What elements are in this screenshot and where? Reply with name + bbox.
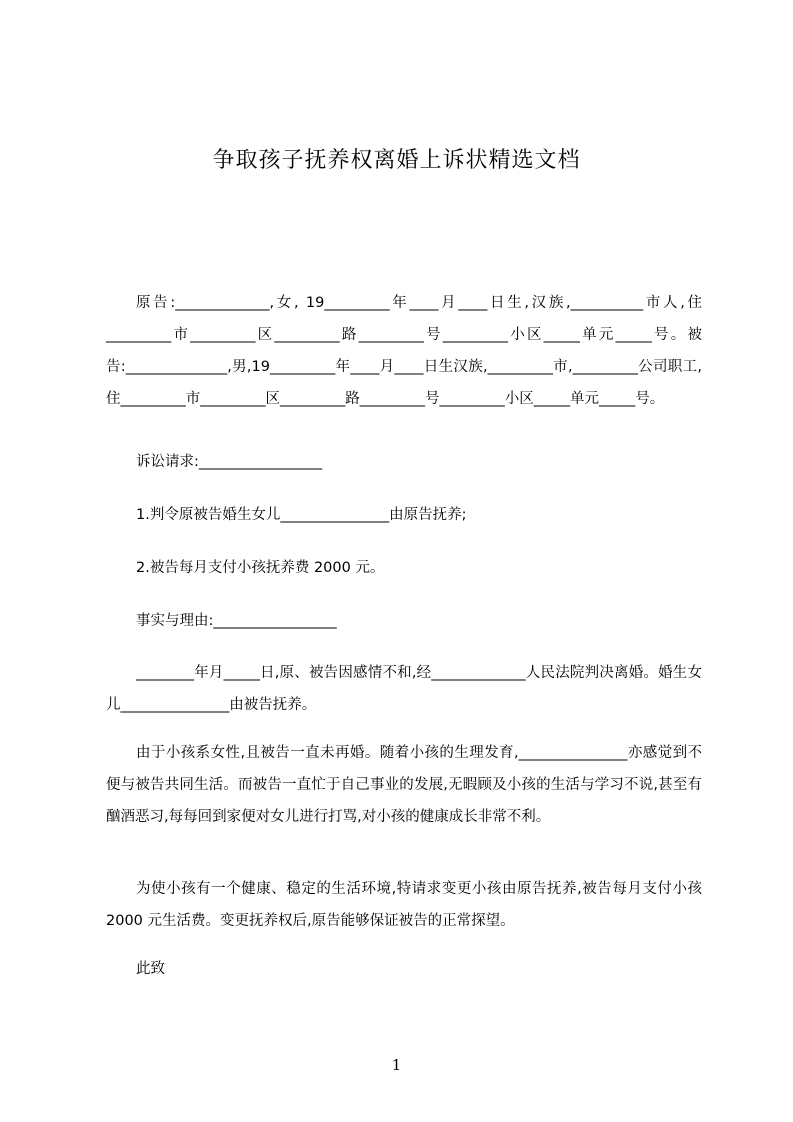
claim-item-1: 1.判令原被告婚生女儿_______________由原告抚养; — [136, 507, 467, 523]
facts-paragraph-2: 由于小孩系女性,且被告一直未再婚。随着小孩的生理发育,_______________亦感觉到不便与被告共同生活。而被告一直忙于自己事业的发展,无暇顾及小孩的生活与学习不说,甚至有酗酒恶习,每每回到家便对女儿进行打骂,对小孩的健康成长非常不利。 — [106, 745, 702, 825]
claims-heading: 诉讼请求:_________________ — [136, 454, 323, 470]
page-number: 1 — [391, 1056, 402, 1074]
facts-paragraph-1: ________年月_____日,原、被告因感情不和,经_____________人民法院判决离婚。婚生女儿_______________由被告抚养。 — [106, 665, 702, 713]
parties-paragraph: 原告:_____________,女, 19_________年____月____日生,汉族,__________市人,住_________市_________区_________路_________号_________小区_____单元_____号。被告:______________,男,19_________年____月____日生汉族,_________市,_________公司职工,住_________市_________区_________路_________号_________小区_____单元_____号。 — [106, 295, 702, 407]
closing-text: 此致 — [136, 961, 165, 977]
claim-item-2: 2.被告每月支付小孩抚养费 2000 元。 — [136, 560, 385, 576]
facts-paragraph-3: 为使小孩有一个健康、稳定的生活环境,特请求变更小孩由原告抚养,被告每月支付小孩 2000 元生活费。变更抚养权后,原告能够保证被告的正常探望。 — [106, 881, 702, 929]
facts-heading: 事实与理由:_________________ — [136, 613, 337, 629]
document-title: 争取孩子抚养权离婚上诉状精选文档 — [212, 148, 581, 173]
